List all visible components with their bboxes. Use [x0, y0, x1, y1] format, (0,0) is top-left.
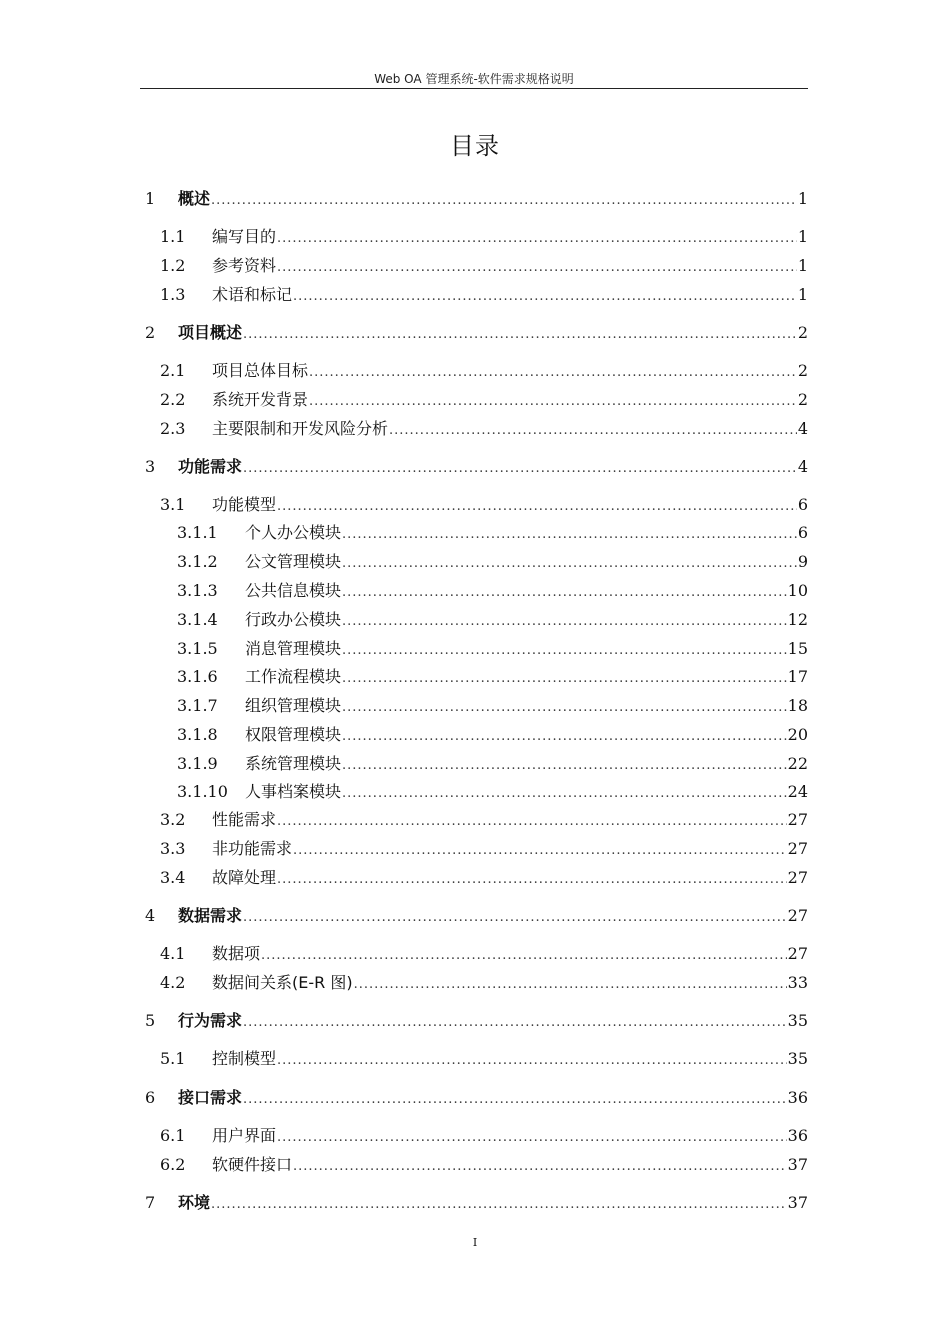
toc-leader-dots: [277, 1053, 787, 1068]
toc-leader-dots: [243, 1015, 787, 1030]
toc-leader-dots: [243, 461, 797, 476]
toc-entry-number: 3.1.9: [177, 754, 218, 773]
toc-entry[interactable]: [177, 751, 808, 773]
toc-entry-number: 2.3: [160, 419, 186, 438]
toc-entry-title: 人事档案模块: [245, 782, 342, 801]
toc-entry-number: 3.1.7: [177, 696, 218, 715]
toc-entry-page: 1: [797, 227, 808, 246]
toc-entry-title: 故障处理: [212, 868, 277, 887]
toc-entry-page: 27: [787, 868, 808, 887]
toc-entry-title: 行政办公模块: [245, 610, 342, 629]
toc-entry-title: 公文管理模块: [245, 552, 342, 571]
toc-leader-dots: [293, 843, 787, 858]
toc-entry-page: 6: [797, 495, 808, 514]
toc-leader-dots: [342, 643, 787, 658]
toc-entry-title: 工作流程模块: [245, 667, 342, 686]
toc-entry-page: 10: [787, 581, 808, 600]
toc-entry-title: 系统开发背景: [212, 390, 309, 409]
page-title: 目录: [450, 132, 500, 160]
toc-entry-number: 3.1.6: [177, 667, 218, 686]
toc-entry-page: 2: [797, 323, 808, 342]
toc-leader-dots: [309, 394, 797, 409]
toc-entry-title: 编写目的: [212, 227, 277, 246]
toc-entry[interactable]: [160, 358, 808, 380]
toc-entry-page: 2: [797, 361, 808, 380]
toc-entry-title: 数据需求: [178, 906, 243, 925]
toc-entry-number: 3.1.4: [177, 610, 218, 629]
toc-entry-number: 1.2: [160, 256, 186, 275]
toc-entry[interactable]: [160, 1123, 808, 1145]
toc-entry[interactable]: [145, 1085, 808, 1107]
toc-entry-title: 功能需求: [178, 457, 243, 476]
toc-entry[interactable]: [177, 664, 808, 686]
toc-entry-page: 33: [787, 973, 808, 992]
toc-entry[interactable]: [160, 941, 808, 963]
toc-entry-page: 4: [797, 419, 808, 438]
toc-entry-number: 3.1.10: [177, 782, 228, 801]
toc-leader-dots: [277, 872, 787, 887]
toc-leader-dots: [342, 614, 787, 629]
toc-entry-title: 参考资料: [212, 256, 277, 275]
toc-leader-dots: [277, 499, 797, 514]
toc-entry-title: 非功能需求: [212, 839, 293, 858]
toc-leader-dots: [243, 327, 797, 342]
toc-entry-title: 组织管理模块: [245, 696, 342, 715]
toc-entry[interactable]: [160, 807, 808, 829]
toc-entry-number: 3.1.3: [177, 581, 218, 600]
toc-leader-dots: [277, 1130, 787, 1145]
toc-entry[interactable]: [160, 492, 808, 514]
toc-leader-dots: [342, 700, 787, 715]
toc-entry-number: 3.1.5: [177, 639, 218, 658]
toc-entry-title: 项目概述: [178, 323, 243, 342]
toc-entry-page: 1: [797, 189, 808, 208]
toc-leader-dots: [243, 1092, 787, 1107]
toc-entry[interactable]: [145, 903, 808, 925]
toc-entry-title: 性能需求: [212, 810, 277, 829]
toc-leader-dots: [243, 910, 787, 925]
toc-leader-dots: [211, 1197, 787, 1212]
toc-entry-title: 主要限制和开发风险分析: [212, 419, 389, 438]
toc-entry[interactable]: [177, 693, 808, 715]
toc-entry-number: 1: [145, 189, 156, 208]
toc-entry-title: 环境: [178, 1193, 211, 1212]
toc-leader-dots: [342, 527, 797, 542]
toc-entry[interactable]: [177, 549, 808, 571]
toc-entry-number: 7: [145, 1193, 156, 1212]
toc-entry-title: 消息管理模块: [245, 639, 342, 658]
toc-entry[interactable]: [145, 320, 808, 342]
toc-entry-title: 术语和标记: [212, 285, 293, 304]
toc-leader-dots: [293, 289, 797, 304]
toc-entry[interactable]: [160, 224, 808, 246]
toc-entry-title: 概述: [178, 189, 211, 208]
toc-entry-number: 3.1.8: [177, 725, 218, 744]
toc-entry-page: 1: [797, 256, 808, 275]
toc-entry-page: 15: [787, 639, 808, 658]
toc-entry-page: 2: [797, 390, 808, 409]
toc-entry-number: 3.4: [160, 868, 186, 887]
toc-entry[interactable]: [160, 836, 808, 858]
toc-entry[interactable]: [177, 578, 808, 600]
toc-entry-page: 27: [787, 944, 808, 963]
toc-entry-number: 4.2: [160, 973, 186, 992]
toc-leader-dots: [293, 1159, 787, 1174]
toc-entry-number: 3.1.2: [177, 552, 218, 571]
toc-entry-page: 36: [787, 1088, 808, 1107]
toc-entry-title: 项目总体目标: [212, 361, 309, 380]
toc-entry-page: 4: [797, 457, 808, 476]
toc-leader-dots: [342, 671, 787, 686]
toc-leader-dots: [211, 193, 797, 208]
running-header: Web OA 管理系统-软件需求规格说明: [374, 72, 574, 86]
toc-leader-dots: [277, 260, 797, 275]
toc-entry[interactable]: [145, 1008, 808, 1030]
toc-entry-page: 24: [787, 782, 808, 801]
page-number: I: [472, 1236, 478, 1249]
toc-leader-dots: [309, 365, 797, 380]
toc-entry-number: 3.1: [160, 495, 186, 514]
toc-entry-page: 36: [787, 1126, 808, 1145]
toc-entry[interactable]: [145, 186, 808, 208]
toc-entry[interactable]: [160, 387, 808, 409]
toc-entry-page: 12: [787, 610, 808, 629]
toc-entry-number: 6: [145, 1088, 156, 1107]
toc-entry[interactable]: [177, 779, 808, 801]
toc-leader-dots: [342, 729, 787, 744]
toc-entry-title: 接口需求: [178, 1088, 243, 1107]
toc-entry[interactable]: [160, 865, 808, 887]
toc-leader-dots: [261, 948, 787, 963]
toc-entry-page: 9: [797, 552, 808, 571]
toc-leader-dots: [277, 814, 787, 829]
toc-entry-page: 17: [787, 667, 808, 686]
toc-entry-page: 22: [787, 754, 808, 773]
toc-entry-title: 个人办公模块: [245, 523, 342, 542]
toc-entry-page: 18: [787, 696, 808, 715]
toc-entry-number: 5.1: [160, 1049, 186, 1068]
toc-leader-dots: [342, 786, 787, 801]
toc-entry[interactable]: [177, 520, 808, 542]
toc-leader-dots: [342, 758, 787, 773]
toc-leader-dots: [354, 977, 787, 992]
toc-entry[interactable]: [177, 607, 808, 629]
toc-entry-title: 用户界面: [212, 1126, 277, 1145]
toc-entry[interactable]: [160, 1046, 808, 1068]
toc-entry-number: 6.1: [160, 1126, 186, 1145]
toc-entry-title: 权限管理模块: [245, 725, 342, 744]
toc-entry-number: 2: [145, 323, 156, 342]
toc-entry[interactable]: [160, 416, 808, 438]
toc-entry-page: 27: [787, 839, 808, 858]
toc-entry-page: 27: [787, 810, 808, 829]
toc-entry[interactable]: [145, 454, 808, 476]
toc-entry-number: 3: [145, 457, 156, 476]
toc-entry-number: 4.1: [160, 944, 186, 963]
toc-entry-number: 3.1.1: [177, 523, 218, 542]
toc-entry-number: 2.1: [160, 361, 186, 380]
toc-entry-title: 行为需求: [178, 1011, 243, 1030]
toc-entry-number: 3.3: [160, 839, 186, 858]
toc-entry-page: 6: [797, 523, 808, 542]
toc-leader-dots: [342, 585, 787, 600]
toc-entry-number: 4: [145, 906, 156, 925]
toc-entry-number: 1.1: [160, 227, 186, 246]
toc-entry-page: 1: [797, 285, 808, 304]
toc-entry[interactable]: [177, 636, 808, 658]
toc-entry-page: 35: [787, 1011, 808, 1030]
toc-entry-page: 20: [787, 725, 808, 744]
toc-entry[interactable]: [160, 253, 808, 275]
toc-entry-title: 控制模型: [212, 1049, 277, 1068]
toc-entry-page: 27: [787, 906, 808, 925]
toc-entry-number: 3.2: [160, 810, 186, 829]
toc-entry-number: 5: [145, 1011, 156, 1030]
toc-entry[interactable]: [145, 1190, 808, 1212]
toc-entry[interactable]: [177, 722, 808, 744]
toc-entry-title: 数据项: [212, 944, 261, 963]
toc-entry-title: 公共信息模块: [245, 581, 342, 600]
toc-entry[interactable]: [160, 970, 808, 992]
toc-entry-page: 37: [787, 1155, 808, 1174]
toc-entry[interactable]: [160, 282, 808, 304]
toc-leader-dots: [389, 423, 797, 438]
toc-entry-title: 数据间关系(E-R 图): [212, 973, 353, 992]
toc-entry-number: 6.2: [160, 1155, 186, 1174]
toc-entry-number: 2.2: [160, 390, 186, 409]
toc-entry-page: 37: [787, 1193, 808, 1212]
toc-entry[interactable]: [160, 1152, 808, 1174]
toc-entry-title: 软硬件接口: [212, 1155, 293, 1174]
toc-leader-dots: [342, 556, 797, 571]
toc-entry-title: 功能模型: [212, 495, 277, 514]
toc-entry-page: 35: [787, 1049, 808, 1068]
toc-leader-dots: [277, 231, 797, 246]
toc-entry-number: 1.3: [160, 285, 186, 304]
toc-entry-title: 系统管理模块: [245, 754, 342, 773]
